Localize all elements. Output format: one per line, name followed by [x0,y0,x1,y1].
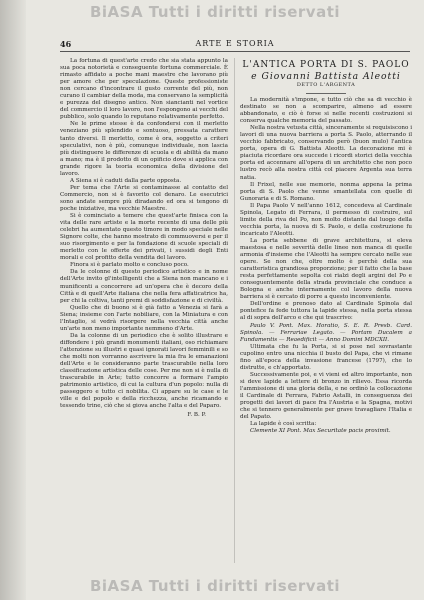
right-column [240,58,412,578]
paragraph: La lapide è così scritta: [250,421,317,428]
paragraph: Si è cominciato a temere che quest'arte finisca con la vita delle rare artiste e la morte recente di una delle più celebri ha aumentato questo timore in modo speciale nelle Signore colte, che hanno mostrato di commuoversi e per il suo risorgimento e per la fondazione di scuole speciali di merletto con le offerte dei privati, i sussidi degli Enti morali e col profitto della vendita del lavoro. [60,213,228,262]
paragraph: Finora si è parlato molto e concluso poco. [70,262,189,269]
paragraph: Ultimata che fu la Porta, si si pose nel sovrastante cupolino entro una nicchia il busto del Papa, che vi rimane fino all'epoca della invasione francese (1797), che lo distrutte, e ch'apportato. [240,343,412,371]
paragraph: Per tema che l'Arte si contaminasse al contatto del Commercio, non si è favorito col denaro. Le esecutrici sono andate sempre più diradando ed ora si tengono di poche iniziative, ma vecchie Maestre. [60,184,228,212]
journal-title: ARTE E STORIA [195,39,275,48]
paragraph: La fortuna di quest'arte credo che sia stata appunto la sua poca notorietà e conseguente fortuna commerciale. È rimasto affidato a poche mani maestre che lavorano più per amore che per speculazione. Queste professioniste non cercano d'incontrare il gusto corrente del più, non curano il cambiar della moda, ma conservano la semplicità e purezza del disegno antico. Non siancianti nel vortice del commercio il loro lavoro, non l'espongono ai vecchi del pubblico, solo quando lo reputano relativamente perfetto. [60,58,228,121]
running-head [60,38,410,52]
paragraph: La porta sebbene di grave architettura, si eleva maestosa e nelle severità delle linee non manca di quelle armonia d'insieme che l'Aleotti ha sempre cercato nelle sue opere. Se non che, oltre molto è perchè della sua caratteristica grandiosa proporzione; per il fatto che la base resta perfettamente sepolta coi rialzi degli argini del Po e conseguentemente della strada provinciale che conduce a Bologna e anche internamente col lavoro della nuova barriera si è cercato di porre a questo inconveniente. [240,237,412,301]
article-signature: F. B. P. [187,412,206,419]
paragraph: Da la colonne di un periodico che è solito illustrare e diffondere i più grandi monumenti italiani, oso richiamare l'attenzione su illustri e quasi ignorati lavori femminili e so che molti non vorranno ascrivere la mia fra le emanazioni dell'Arte e le consideranno parte trascurabile nella loro classificazione artistica delle cose. Per me non si è nulla di trascurabile in Arte; tutto concorre a formare l'ampio patrimonio artistico, di cui la cultura d'un popolo: nulla di passeggero e tutto ci nobilita. Ci appare su le case e le ville e del popolo e della ricchezza, anche ricamando e tessendo trine, ciò che si giova anche l'alta e del Paparo. [60,332,228,410]
article-byline: DETTO L'ARGENTA [296,82,356,88]
inscription-text: Paulo V. Pont. Max. Horatio, S. E. R. Presb. Card. Spinola. — Ferrariae Legato. — Portam Ducalem a Fundamentis — Reaedificit — Anno Domini MDCXII. [240,322,412,343]
inscription-text: Clemente XI Pont. Max Securitate pacis proximit. [250,428,391,435]
paragraph: Da le colonne di questo periodico artistico e in nome dell'Arte invito gl'intelligenti che a Siena non mancano e i munificenti a concorrere ad un'opera che è decoro della Città e di quell'Arte italiana che nella fera affaticatrice ha, per chi la coltiva, tanti premi di soddisfazione e di civiltà. [60,269,228,304]
page-number: 46 [60,39,72,49]
paragraph: Successivamente poi, e vi vieni ed altro importante, non si deve lapide a lettere di bronzo in rilievo. Essa ricorda l'ammissione di una gloria della, e ne ordinò la collocazione il Cardinale di Ferrara, Fabrio Astalli, in conseguenza dei progetti dei lavori di pace fra l'Austria e la Spagna, motivi che si tennero generalmente per grave travagliare l'Italia e del Papato. [240,371,412,421]
paragraph: Ne le prime stesse è da confondersi con il merletto veneziano più splendido e sontuoso, pressata carattere tanto diversi. Il merletto, come è ora, soggetto a criteri speculativi, non è più, comunque individuale, non lascia più distinguere le differenze di scuola e di abilità da mano a mano; ma è il prodotto di un opificio dove si applica con grande rigore la teoria economica della divisione del lavoro. [60,121,228,177]
watermark-bottom: BiASA Tutti i diritti riservati [89,577,341,595]
book-spine-shadow [0,0,26,600]
paragraph: Il Frixel, nelle sue memorie, nonma appena la prima porta di S. Paolo che venne smantellata con quelle di Gunoraria e di S. Romano. [240,181,412,202]
paragraph: Quello che di buono si è già fatto a Venezia si farà a Siena; insieme con l'arte nobiliare, con la Miniatura e con l'Intaglio, si vedrà risorgere nella vecchia città anche un'arte non meno importante nemmeno d'Arte. [60,304,228,332]
article-subtitle: e Giovanni Battista Aleotti [251,71,401,82]
left-column [60,58,228,578]
watermark-top: BiASA Tutti i diritti riservati [89,3,341,21]
title-rule [306,93,346,94]
paragraph: A Siena si è caduti dalla parte opposta. [70,177,182,184]
paragraph: Dell'ordine e prenoso dato al Cardinale Spinola dal pontefice fa fede tuttora la lapide stessa, nella porta stessa al di sopra dell'arco e che qui trascrivo: [240,301,412,322]
paragraph: Il Papa Paolo V nell'anno 1612, concedeva al Cardinale Spinola, Legato di Ferrara, il permesso di costruire, sul limite della riva del Po, non molto distante dal luogo della vecchia porta, la nuova di S. Paolo, e della costruzione fu incaricato l'Aleotti. [240,202,412,237]
article-title: L'ANTICA PORTA DI S. PAOLO [242,60,410,70]
paragraph: La modernità s'impone, e tutto ciò che sa di vecchio è destinato se non a scomparire, almeno ad essere abbandonato, e ciò è forse si nelle recenti costruzioni si conserva qualche memoria del passato. [240,97,412,125]
paragraph: Nella nostra vetusta città, sinceramente si requisiscono i lavori di una nuova barriera a porta S. Paolo, atterrando il vecchio fabbricato, conservando però (buon mulo) l'antica porta, opera di G. Battista Aleotti. La decorazione mi è piaciuta ricordare ora succede i ricordi storici della vecchia porta ed accennare all'opera di un architetto che non poco lustro recò alla nostra città col piacere Argenta sua terra natia. [240,125,412,181]
column-divider [234,58,235,563]
